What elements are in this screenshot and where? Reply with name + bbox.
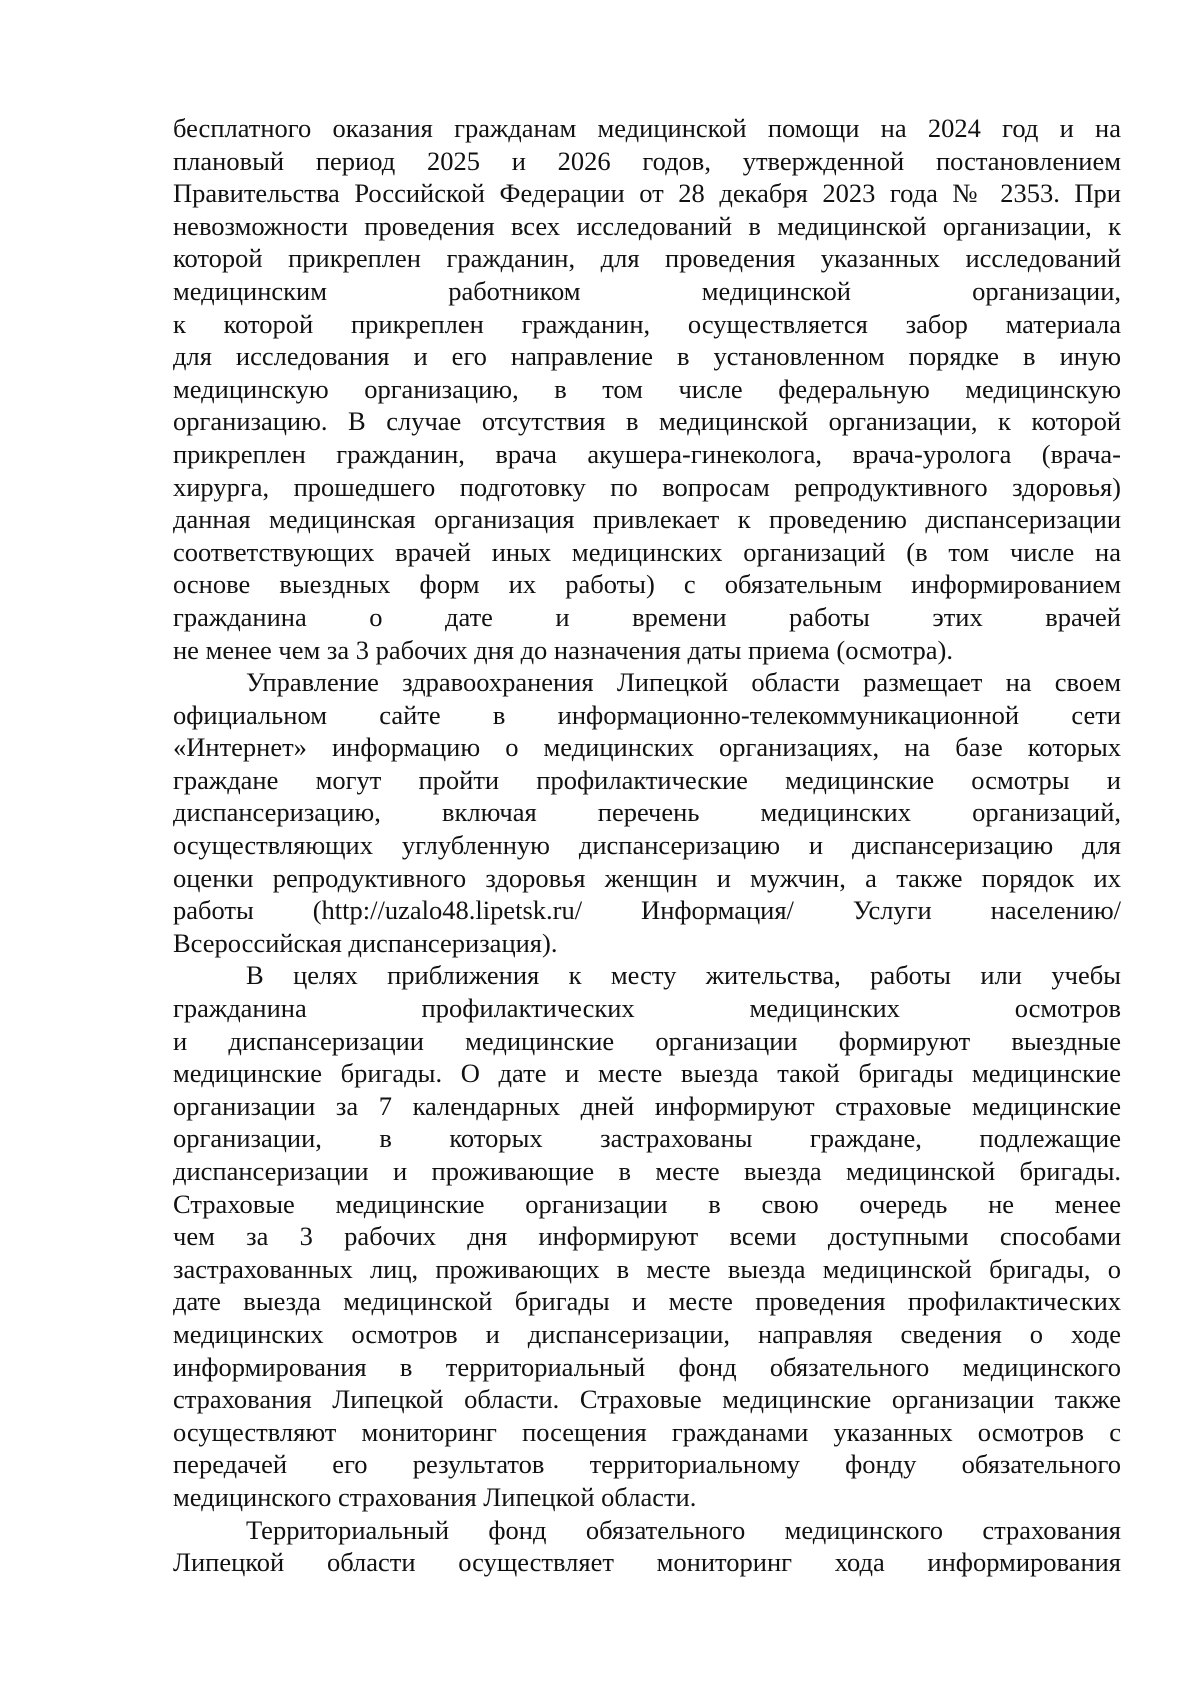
text-line: оценки репродуктивного здоровья женщин и мужчин, а также порядок их xyxy=(173,862,1121,893)
text-line: граждане могут пройти профилактические медицинские осмотры и xyxy=(173,764,1121,795)
text-line: плановый период 2025 и 2026 годов, утвержденной постановлением xyxy=(173,145,1121,176)
paragraph xyxy=(173,666,1121,959)
text-line: передачей его результатов территориальному фонду обязательного xyxy=(173,1449,1121,1480)
text-line: гражданина о дате и времени работы этих врачей xyxy=(173,601,1121,632)
document-body xyxy=(173,112,1121,1579)
text-line: медицинским работником медицинской организации, xyxy=(173,275,1121,306)
text-line: прикреплен гражданин, врача акушера-гинеколога, врача-уролога (врача- xyxy=(173,438,1121,469)
text-line: работы (http://uzalo48.lipetsk.ru/ Информация/ Услуги населению/ xyxy=(173,895,1121,926)
text-line: и диспансеризации медицинские организации формируют выездные xyxy=(173,1025,1121,1056)
text-line: медицинскую организацию, в том числе федеральную медицинскую xyxy=(173,373,1121,404)
text-line: данная медицинская организация привлекает к проведению диспансеризации xyxy=(173,504,1121,535)
text-line: организации за 7 календарных дней информируют страховые медицинские xyxy=(173,1090,1121,1121)
text-line: для исследования и его направление в установленном порядке в иную xyxy=(173,341,1121,372)
text-line: диспансеризацию, включая перечень медицинских организаций, xyxy=(173,797,1121,828)
text-line: Всероссийская диспансеризация). xyxy=(173,927,558,958)
text-line: информирования в территориальный фонд обязательного медицинского xyxy=(173,1351,1121,1382)
text-line: организацию. В случае отсутствия в медицинской организации, к которой xyxy=(173,406,1121,437)
text-line: официальном сайте в информационно-телекоммуникационной сети xyxy=(173,699,1121,730)
text-line: невозможности проведения всех исследований в медицинской организации, к xyxy=(173,210,1121,241)
paragraph xyxy=(173,112,1121,666)
text-line: медицинские бригады. О дате и месте выезда такой бригады медицинские xyxy=(173,1058,1121,1089)
text-line: основе выездных форм их работы) с обязательным информированием xyxy=(173,569,1121,600)
text-line: диспансеризации и проживающие в месте выезда медицинской бригады. xyxy=(173,1156,1121,1186)
text-line: которой прикреплен гражданин, для проведения указанных исследований xyxy=(173,243,1121,274)
text-line: осуществляют мониторинг посещения гражданами указанных осмотров с xyxy=(173,1416,1121,1447)
text-line: гражданина профилактических медицинских осмотров xyxy=(173,993,1121,1024)
text-line: Территориальный фонд обязательного медицинского страхования xyxy=(246,1514,1121,1545)
text-line: чем за 3 рабочих дня информируют всеми доступными способами xyxy=(173,1221,1121,1252)
text-line: дате выезда медицинской бригады и месте проведения профилактических xyxy=(173,1286,1121,1317)
text-line: застрахованных лиц, проживающих в месте выезда медицинской бригады, о xyxy=(173,1253,1121,1284)
text-line: осуществляющих углубленную диспансеризацию и диспансеризацию для xyxy=(173,830,1121,861)
text-line: организации, в которых застрахованы граждане, подлежащие xyxy=(173,1123,1121,1154)
text-line: Липецкой области осуществляет мониторинг хода информирования xyxy=(173,1547,1121,1578)
text-line: Страховые медицинские организации в свою очередь не менее xyxy=(173,1188,1121,1219)
text-line: не менее чем за 3 рабочих дня до назначения даты приема (осмотра). xyxy=(173,634,953,665)
text-line: страхования Липецкой области. Страховые медицинские организации также xyxy=(173,1384,1121,1415)
text-line: медицинских осмотров и диспансеризации, направляя сведения о ходе xyxy=(173,1318,1121,1349)
text-line: соответствующих врачей иных медицинских организаций (в том числе на xyxy=(173,536,1121,567)
text-line: В целях приближения к месту жительства, работы или учебы xyxy=(246,960,1121,991)
text-line: Управление здравоохранения Липецкой области размещает на своем xyxy=(246,667,1121,698)
text-line: хирурга, прошедшего подготовку по вопросам репродуктивного здоровья) xyxy=(173,471,1121,502)
text-line: бесплатного оказания гражданам медицинской помощи на 2024 год и на xyxy=(173,113,1121,143)
text-line: Правительства Российской Федерации от 28 декабря 2023 года № 2353. При xyxy=(173,178,1121,209)
paragraph xyxy=(173,959,1121,1513)
text-line: к которой прикреплен гражданин, осуществляется забор материала xyxy=(173,308,1121,339)
paragraph xyxy=(173,1514,1121,1579)
text-line: медицинского страхования Липецкой области. xyxy=(173,1481,697,1512)
text-line: «Интернет» информацию о медицинских организациях, на базе которых xyxy=(173,732,1121,763)
